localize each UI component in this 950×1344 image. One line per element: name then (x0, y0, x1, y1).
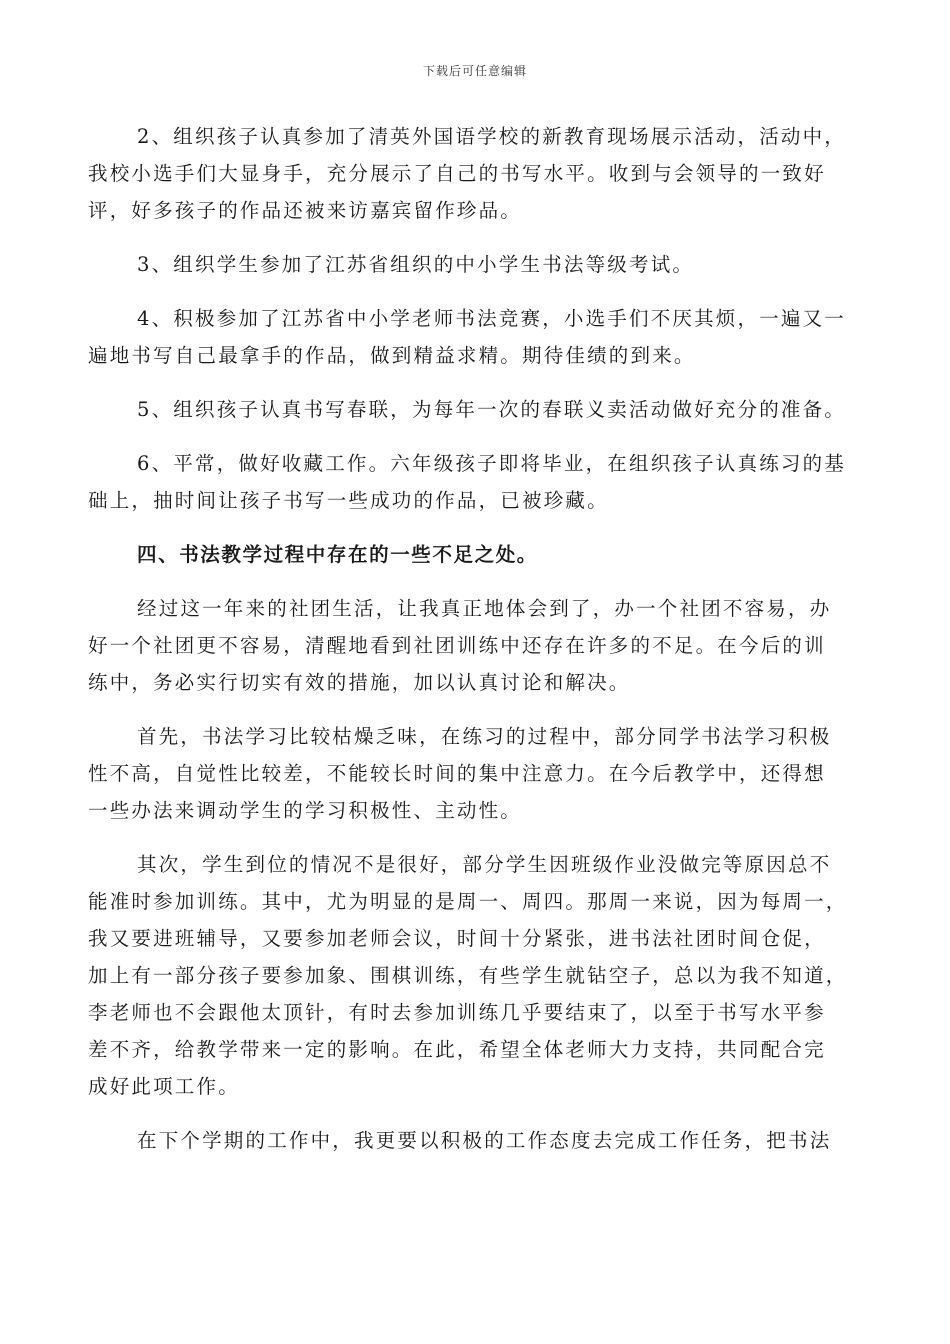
text-line: 6、平常，做好收藏工作。六年级孩子即将毕业，在组织孩子认真练习的基 (137, 452, 847, 475)
page-header-note: 下载后可任意编辑 (422, 64, 527, 78)
text-line: 经过这一年来的社团生活，让我真正地体会到了，办一个社团不容易，办 (137, 597, 832, 620)
text-line: 李老师也不会跟他太顶针，有时去参加训练几乎要结束了，以至于书写水平参 (88, 1001, 826, 1024)
text-line: 一些办法来调动学生的学习积极性、主动性。 (88, 799, 523, 822)
paragraph-item-3 (137, 246, 861, 283)
text-line: 础上，抽时间让孩子书写一些成功的作品，已被珍藏。 (88, 489, 609, 512)
document-body (88, 118, 861, 1176)
text-line: 性不高，自觉性比较差，不能较长时间的集中注意力。在今后教学中，还得想 (88, 762, 826, 785)
paragraph-summary (88, 590, 861, 701)
paragraph-item-2 (88, 118, 861, 229)
text-line: 练中，务必实行切实有效的措施，加以认真讨论和解决。 (88, 671, 631, 694)
section-heading (137, 536, 861, 573)
text-line: 3、组织学生参加了江苏省组织的中小学生书法等级考试。 (137, 253, 695, 276)
section-heading-text: 四、书法教学过程中存在的一些不足之处。 (137, 543, 538, 566)
paragraph-second-issue (88, 846, 861, 1105)
text-line: 成好此项工作。 (88, 1075, 240, 1098)
text-line: 在下个学期的工作中，我更要以积极的工作态度去完成工作任务，把书法 (137, 1129, 832, 1152)
text-line: 5、组织孩子认真书写春联，为每年一次的春联义卖活动做好充分的准备。 (137, 398, 847, 421)
text-line: 4、积极参加了江苏省中小学老师书法竞赛，小选手们不厌其烦，一遍又一 (137, 307, 847, 330)
text-line: 其次，学生到位的情况不是很好，部分学生因班级作业没做完等原因总不 (137, 853, 832, 876)
paragraph-next-term (137, 1122, 861, 1159)
paragraph-first-issue (88, 718, 861, 829)
text-line: 我校小选手们大显身手，充分展示了自己的书写水平。收到与会领导的一致好 (88, 162, 826, 185)
paragraph-item-5 (137, 391, 861, 428)
text-line: 加上有一部分孩子要参加象、围棋训练，有些学生就钻空子，总以为我不知道， (88, 964, 848, 987)
text-line: 2、组织孩子认真参加了清英外国语学校的新教育现场展示活动，活动中， (137, 125, 847, 148)
text-line: 我又要进班辅导，又要参加老师会议，时间十分紧张，进书法社团时间仓促， (88, 927, 826, 950)
paragraph-item-6 (88, 445, 861, 519)
text-line: 首先，书法学习比较枯燥乏味，在练习的过程中，部分同学书法学习积极 (137, 725, 832, 748)
text-line: 评，好多孩子的作品还被来访嘉宾留作珍品。 (88, 199, 523, 222)
text-line: 好一个社团更不容易，清醒地看到社团训练中还存在许多的不足。在今后的训 (88, 634, 826, 657)
text-line: 能准时参加训练。其中，尤为明显的是周一、周四。那周一来说，因为每周一， (88, 890, 848, 913)
paragraph-item-4 (88, 300, 861, 374)
text-line: 差不齐，给教学带来一定的影响。在此，希望全体老师大力支持，共同配合完 (88, 1038, 826, 1061)
text-line: 遍地书写自己最拿手的作品，做到精益求精。期待佳绩的到来。 (88, 344, 696, 367)
